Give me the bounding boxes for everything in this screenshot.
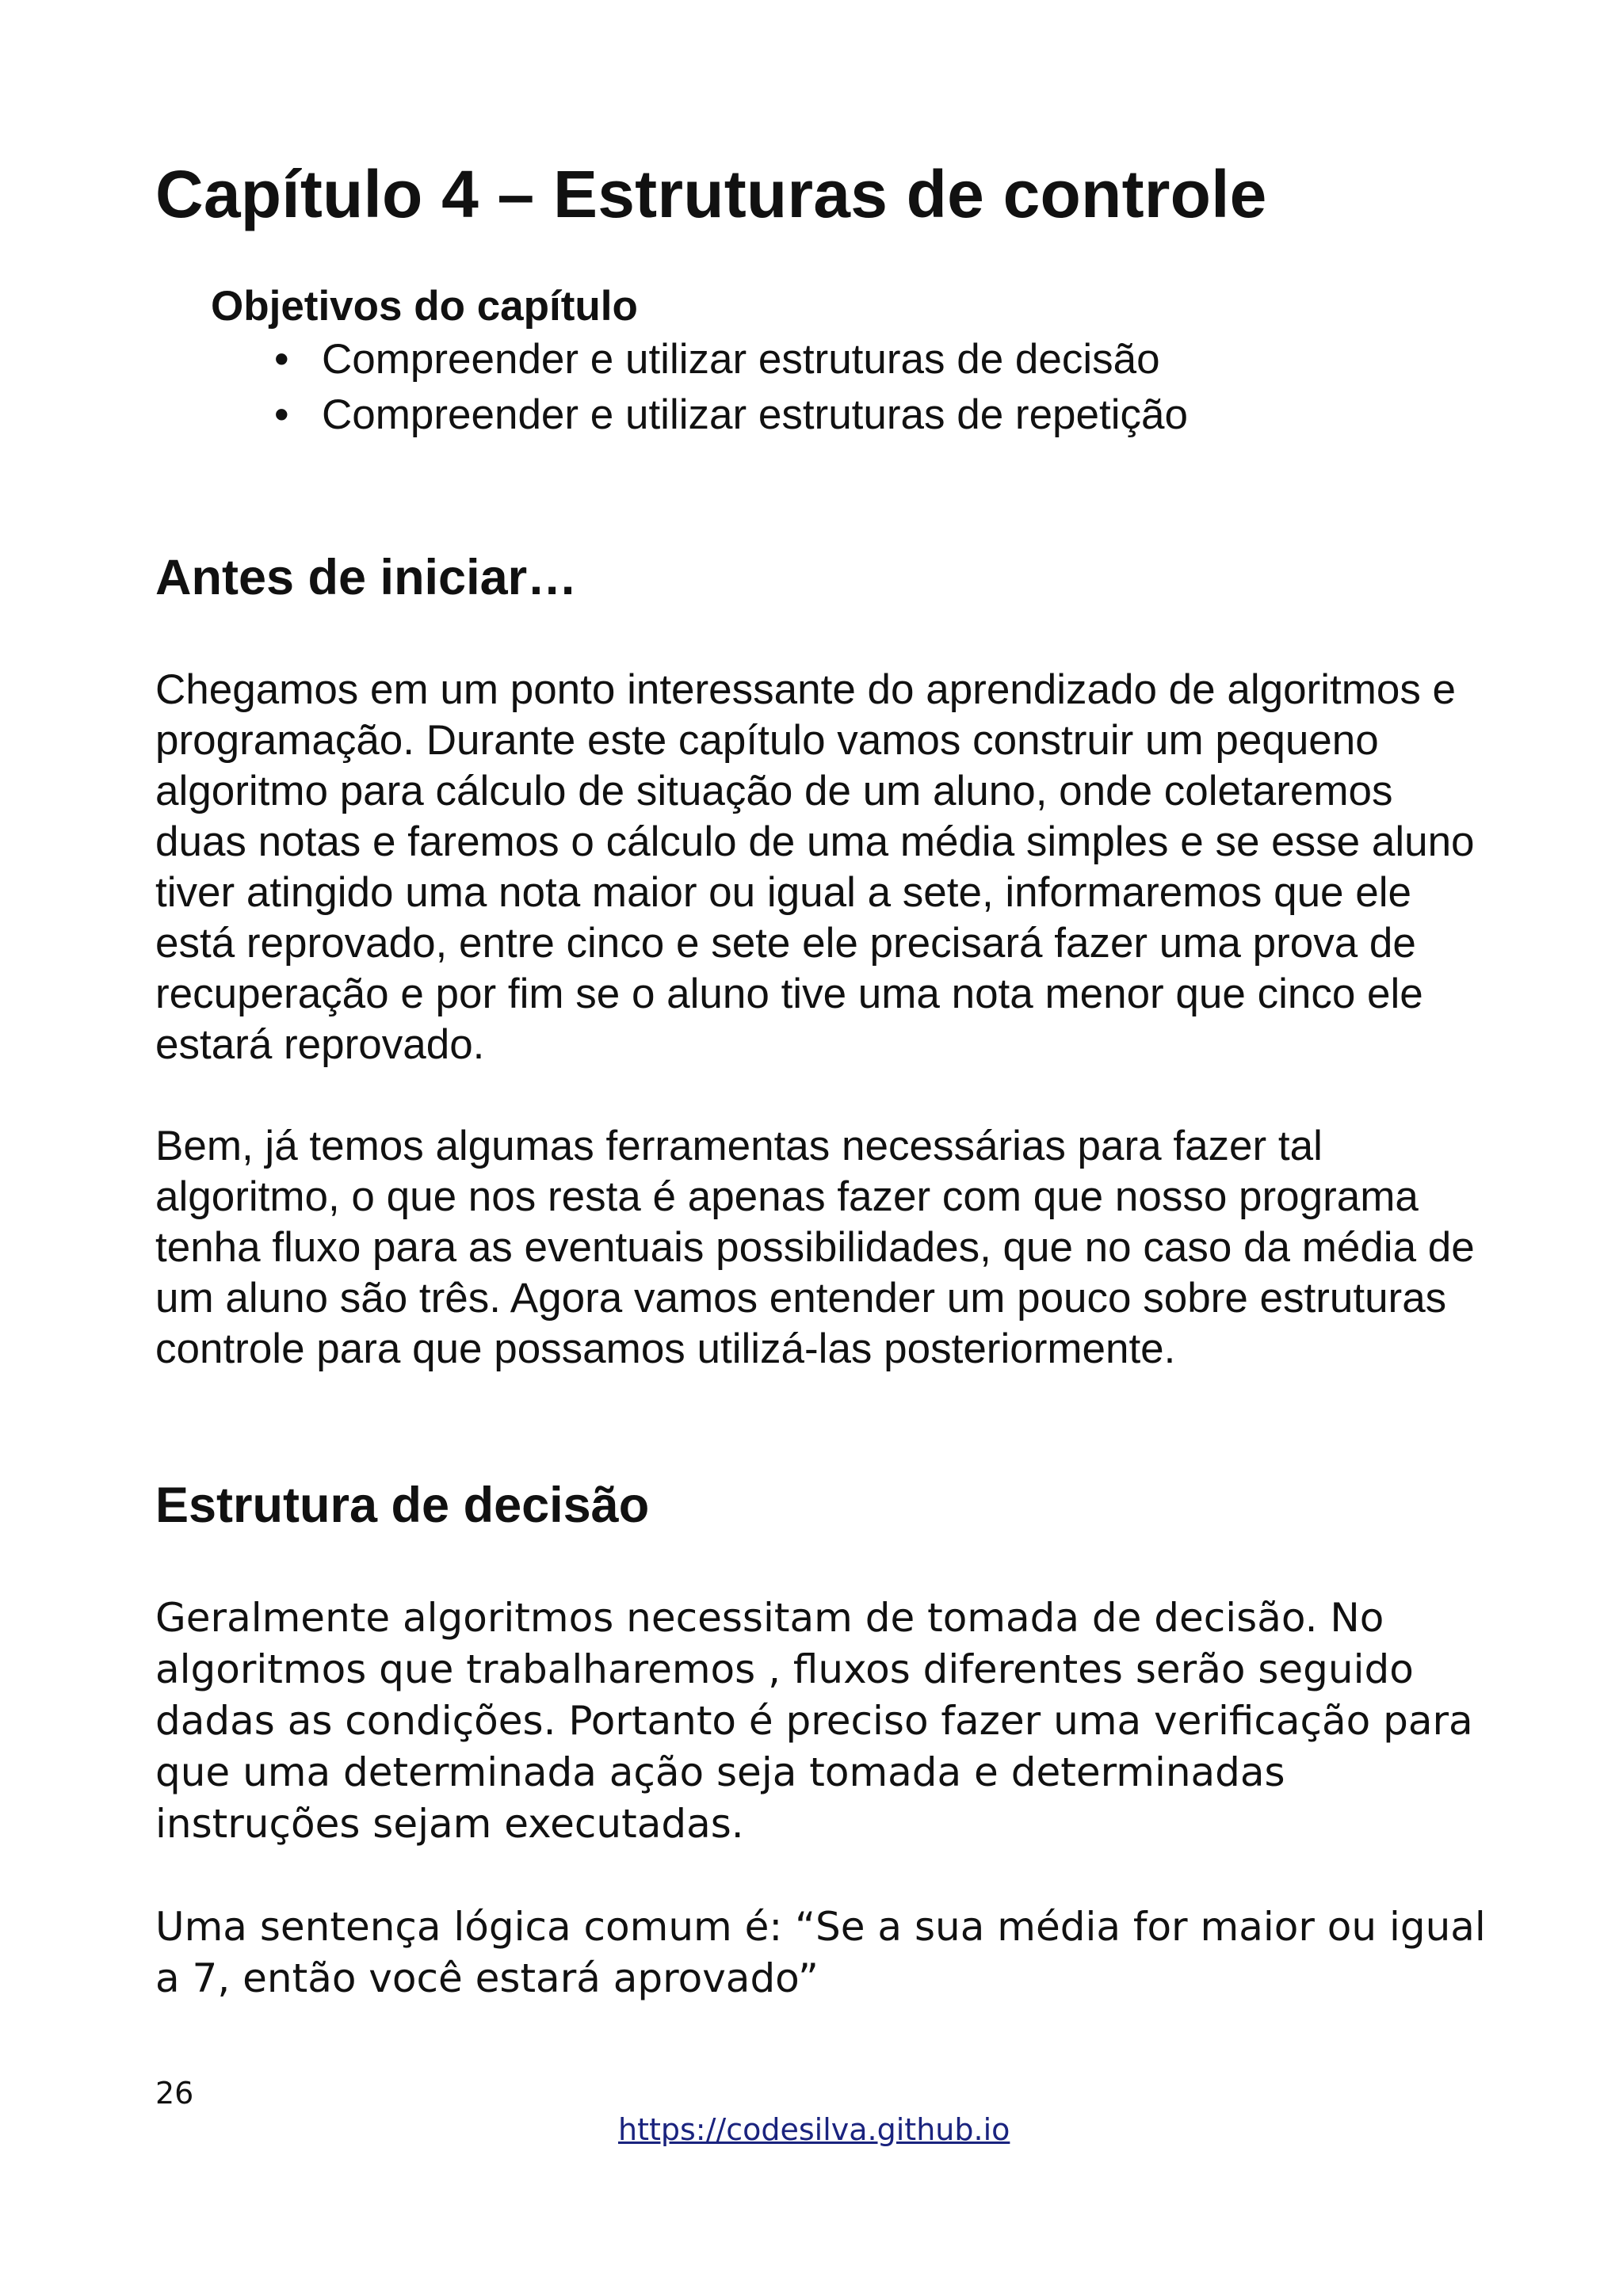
section-heading-antes-de-iniciar: Antes de iniciar… <box>155 550 578 605</box>
section-paragraph: Uma sentença lógica comum é: “Se a sua média for maior ou igual a 7, então você estará aprovado” <box>155 1904 1486 2001</box>
section-paragraph: Chegamos em um ponto interessante do aprendizado de algoritmos e programação. Durante este capítulo vamos construir um pequeno algoritmo para cálculo de situação de um aluno, onde coletaremos duas notas e faremos o cálculo de uma média simples e se esse aluno tiver atingido uma nota maior ou igual a sete, informaremos que ele está reprovado, entre cinco e sete ele precisará fazer uma prova de recuperação e por fim se o aluno tive uma nota menor que cinco ele estará reprovado. <box>155 666 1475 1068</box>
footer-link[interactable]: https://codesilva.github.io <box>618 2112 1010 2147</box>
page-number: 26 <box>155 2076 194 2111</box>
objective-text: Compreender e utilizar estruturas de repetição <box>322 391 1188 438</box>
section-paragraph: Bem, já temos algumas ferramentas necessárias para fazer tal algoritmo, o que nos resta é apenas fazer com que nosso programa tenha fluxo para as eventuais possibilidades, que no caso da média de um aluno são três. Agora vamos entender um pouco sobre estruturas controle para que possamos utilizá-las posteriormente. <box>155 1123 1475 1372</box>
bullet-icon: • <box>274 336 289 383</box>
objective-item <box>274 387 1487 443</box>
objectives-list <box>274 332 1487 443</box>
section-paragraph: Geralmente algoritmos necessitam de tomada de decisão. No algoritmos que trabalharemos , fluxos diferentes serão seguido dadas as condições. Portanto é preciso fazer uma verificação para que uma determinada ação seja tomada e determinadas instruções sejam executadas. <box>155 1595 1473 1847</box>
objective-text: Compreender e utilizar estruturas de decisão <box>322 336 1160 383</box>
chapter-objectives <box>211 281 1487 443</box>
chapter-title: Capítulo 4 – Estruturas de controle <box>155 157 1267 231</box>
objectives-title: Objetivos do capítulo <box>211 283 638 330</box>
page-content <box>155 154 1487 2004</box>
bullet-icon: • <box>274 391 289 438</box>
objective-item <box>274 332 1487 387</box>
section-heading-estrutura-de-decisao: Estrutura de decisão <box>155 1478 650 1533</box>
